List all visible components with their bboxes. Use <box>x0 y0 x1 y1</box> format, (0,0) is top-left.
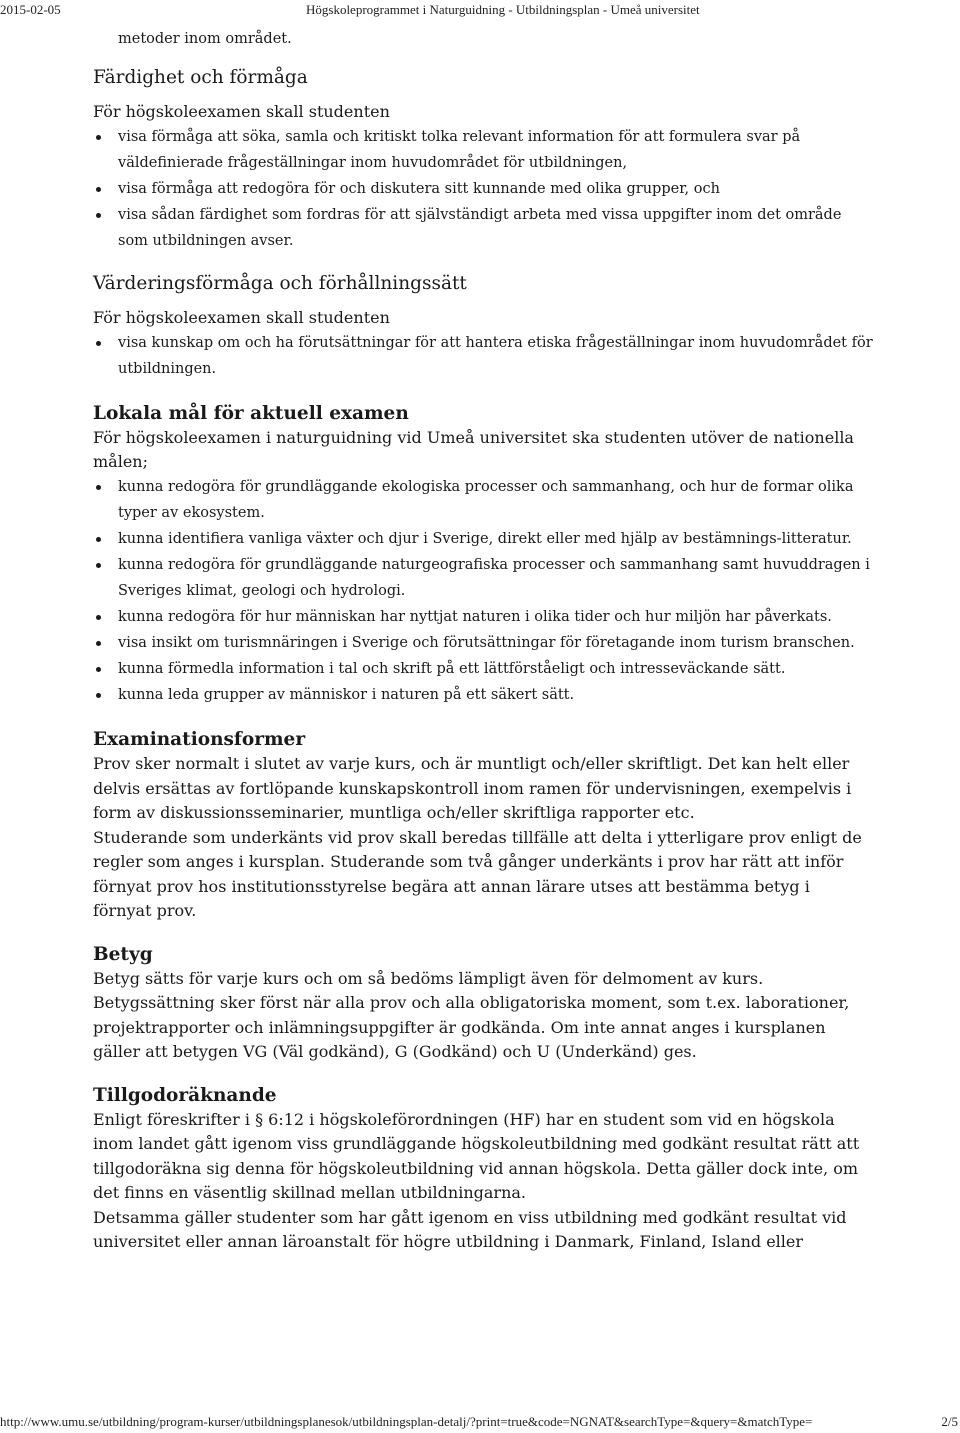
paragraph: Betyg sätts för varje kurs och om så bedöms lämpligt även för delmoment av kurs. Betygssättning sker först när alla prov och alla obligatoriska moment, som t.ex. laborationer, projektrapporter och inlämningsuppgifter är godkända. Om inte annat anges i kursplanen gäller att betygen VG (Väl godkänd), G (Godkänd) och U (Underkänd) ges. <box>93 968 850 1061</box>
section-title-values: Värderingsförmåga och förhållningssätt <box>93 273 467 294</box>
paragraph: Prov sker normalt i slutet av varje kurs, och är muntligt och/eller skriftligt. Det kan helt eller delvis ersättas av fortlöpande kunskapskontroll inom ramen för undervisningen, exempelvis i form av diskussionsseminarier, muntliga och/eller skriftliga rapporter etc. <box>93 754 852 822</box>
bullet-icon <box>96 341 101 346</box>
bullet-icon <box>96 667 101 672</box>
list-item: kunna identifiera vanliga växter och djur i Sverige, direkt eller med hjälp av bestämnings-litteratur. <box>93 526 873 552</box>
local-goals-list <box>93 474 873 708</box>
print-url: http://www.umu.se/utbildning/program-kurser/utbildningsplanesok/utbildningsplan-detalj/?print=true&code=NGNAT&searchType=&query=&matchType= <box>0 1414 813 1429</box>
section-intro-values: För högskoleexamen skall studenten <box>93 308 390 327</box>
paragraph: Enligt föreskrifter i § 6:12 i högskoleförordningen (HF) har en student som vid en högskola inom landet gått igenom viss grundläggande högskoleutbildning med godkänt resultat rätt att tillgodoräkna sig denna för högskoleutbildning vid annan högskola. Detta gäller dock inte, om det finns en väsentlig skillnad mellan utbildningarna. <box>93 1109 860 1202</box>
bullet-icon <box>96 693 101 698</box>
print-header <box>0 0 960 20</box>
paragraph: Detsamma gäller studenter som har gått igenom en viss utbildning med godkänt resultat vid universitet eller annan läroanstalt för högre utbildning i Danmark, Finland, Island eller <box>93 1207 847 1251</box>
section-intro-skills: För högskoleexamen skall studenten <box>93 102 390 121</box>
page-number: 2/5 <box>941 1414 958 1429</box>
list-item: kunna redogöra för hur människan har nyttjat naturen i olika tider och hur miljön har påverkats. <box>93 604 873 630</box>
section-intro-local-goals: För högskoleexamen i naturguidning vid Umeå universitet ska studenten utöver de nationella målen; <box>93 428 854 471</box>
paragraph: Studerande som underkänts vid prov skall beredas tillfälle att delta i ytterligare prov enligt de regler som anges i kursplan. Studerande som två gånger underkänts i prov har rätt att inför förnyat prov hos institutionsstyrelse begära att annan lärare utses att bestämma betyg i förnyat prov. <box>93 827 862 920</box>
print-title: Högskoleprogrammet i Naturguidning - Utbildningsplan - Umeå universitet <box>306 2 700 17</box>
skills-list <box>93 124 873 254</box>
list-item: visa sådan färdighet som fordras för att självständigt arbeta med vissa uppgifter inom det område som utbildningen avser. <box>93 202 873 254</box>
list-item: visa förmåga att söka, samla och kritiskt tolka relevant information för att formulera svar på väldefinierade frågeställningar inom huvudområdet för utbildningen, <box>93 124 873 176</box>
list-item: visa förmåga att redogöra för och diskutera sitt kunnande med olika grupper, och <box>93 176 873 202</box>
list-item: visa kunskap om och ha förutsättningar för att hantera etiska frågeställningar inom huvudområdet för utbildningen. <box>93 330 873 382</box>
section-title-exam-forms: Examinationsformer <box>93 729 306 750</box>
bullet-icon <box>96 485 101 490</box>
list-item: kunna förmedla information i tal och skrift på ett lättförståeligt och intresseväckande sätt. <box>93 656 873 682</box>
bullet-icon <box>96 135 101 140</box>
bullet-icon <box>96 563 101 568</box>
bullet-icon <box>96 641 101 646</box>
print-date: 2015-02-05 <box>0 2 61 17</box>
continuation-text: metoder inom området. <box>118 31 292 47</box>
document-content <box>93 28 873 1255</box>
values-list <box>93 330 873 382</box>
section-title-credit: Tillgodoräknande <box>93 1084 277 1106</box>
bullet-icon <box>96 615 101 620</box>
bullet-icon <box>96 537 101 542</box>
bullet-icon <box>96 187 101 192</box>
section-title-local-goals: Lokala mål för aktuell examen <box>93 403 409 424</box>
section-title-grades: Betyg <box>93 943 153 965</box>
list-item: visa insikt om turismnäringen i Sverige och förutsättningar för företagande inom turism branschen. <box>93 630 873 656</box>
bullet-icon <box>96 213 101 218</box>
list-item: kunna leda grupper av människor i naturen på ett säkert sätt. <box>93 682 873 708</box>
section-title-skills: Färdighet och förmåga <box>93 67 308 88</box>
list-item: kunna redogöra för grundläggande ekologiska processer och sammanhang, och hur de formar olika typer av ekosystem. <box>93 474 873 526</box>
list-item: kunna redogöra för grundläggande naturgeografiska processer och sammanhang samt huvuddragen i Sveriges klimat, geologi och hydrologi. <box>93 552 873 604</box>
print-footer <box>0 1412 960 1432</box>
